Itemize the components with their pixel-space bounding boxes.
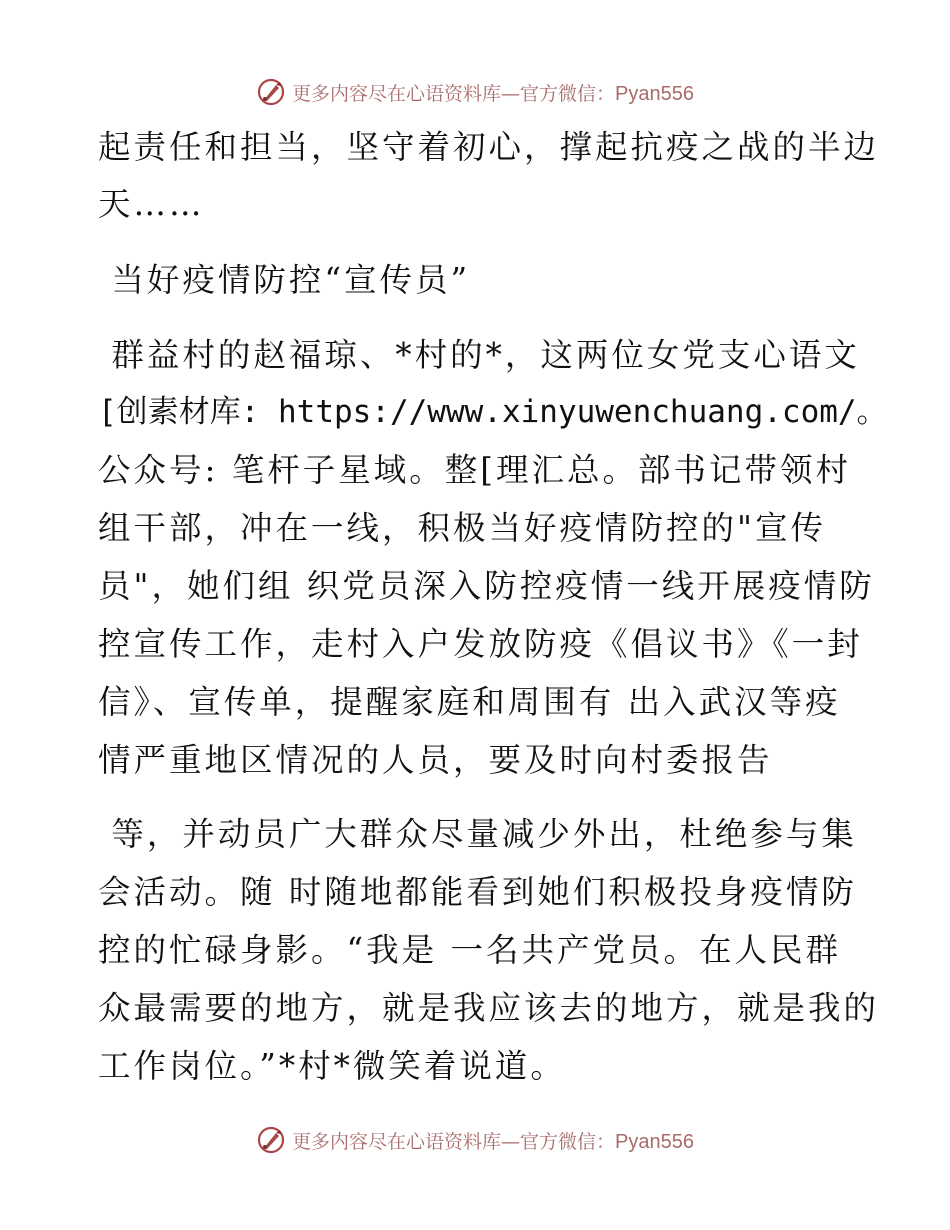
body-line: 控的忙碌身影。“我是 一名共产党员。在人民群: [98, 931, 841, 969]
body-line: 会活动。随 时随地都能看到她们积极投身疫情防: [98, 873, 857, 911]
body-line: 组干部，冲在一线，积极当好疫情防控的"宣传: [98, 509, 826, 547]
body-line: 起责任和担当，坚守着初心，撑起抗疫之战的半边: [98, 128, 880, 166]
footer-watermark-text: 更多内容尽在心语资料库—官方微信：: [292, 1130, 616, 1153]
footer-watermark-id: Pyan556: [615, 1130, 694, 1153]
footer-watermark: [0, 1120, 950, 1160]
body-line: 控宣传工作，走村入户发放防疫《倡议书》《一封: [98, 625, 863, 663]
body-line: 等，并动员广大群众尽量减少外出，杜绝参与集: [98, 815, 857, 853]
body-line: 员"，她们组 织党员深入防控疫情一线开展疫情防: [98, 567, 875, 605]
feather-logo-icon: [256, 77, 286, 107]
body-line: 众最需要的地方，就是我应该去的地方，就是我的: [98, 989, 880, 1027]
header-watermark-text: 更多内容尽在心语资料库—官方微信：: [292, 82, 616, 105]
body-line: 天……: [98, 185, 205, 223]
body-line: 信》、宣传单，提醒家庭和周围有 出入武汉等疫: [98, 683, 841, 721]
body-line: 公众号: 笔杆子星域。整[理汇总。部书记带领村: [98, 451, 851, 489]
body-line: 情严重地区情况的人员，要及时向村委报告: [98, 741, 773, 779]
body-line: 工作岗位。”*村*微笑着说道。: [98, 1047, 566, 1085]
feather-logo-icon: [256, 1125, 286, 1155]
body-line: [创素材库: https://www.xinyuwenchuang.com/。: [98, 394, 888, 430]
body-line: 群益村的赵福琼、*村的*，这两位女党支心语文: [98, 336, 860, 374]
header-watermark-id: Pyan556: [615, 82, 694, 105]
section-heading: 当好疫情防控“宣传员”: [98, 261, 471, 299]
header-watermark: [0, 72, 950, 112]
